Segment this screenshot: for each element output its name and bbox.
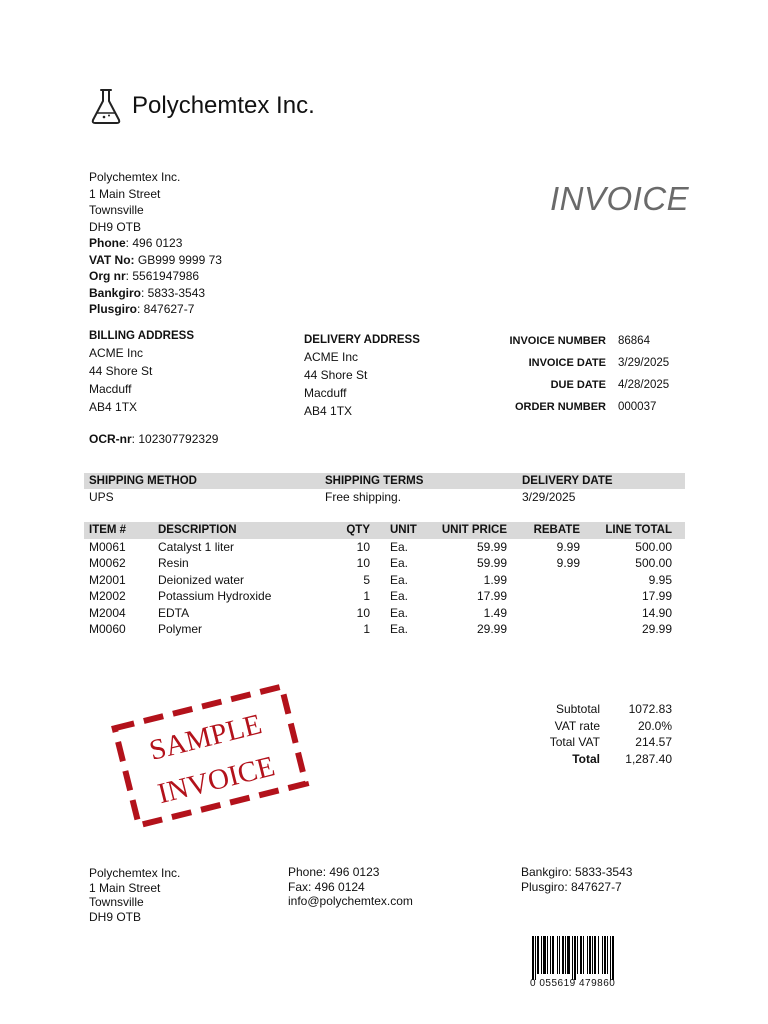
item-unit-price: 1.49 bbox=[483, 605, 507, 620]
shipping-terms-header: SHIPPING TERMS bbox=[325, 475, 424, 487]
barcode-bar bbox=[577, 936, 578, 974]
col-line-total-header: LINE TOTAL bbox=[605, 524, 672, 536]
item-number: M0061 bbox=[89, 539, 126, 554]
delivery-title: DELIVERY ADDRESS bbox=[304, 334, 420, 346]
vat-rate-row bbox=[520, 718, 672, 735]
ocr-value: : 102307792329 bbox=[131, 432, 219, 446]
field-label: Bankgiro bbox=[89, 285, 142, 300]
items-header bbox=[84, 522, 685, 539]
barcode-bar bbox=[583, 936, 584, 974]
footer-line: Polychemtex Inc. bbox=[89, 866, 181, 880]
delivery-line: 44 Shore St bbox=[304, 368, 368, 382]
item-qty: 1 bbox=[363, 589, 370, 603]
billing-line: ACME Inc bbox=[89, 346, 144, 360]
billing-address bbox=[89, 328, 194, 416]
barcode-bar bbox=[535, 936, 536, 980]
field-value: : 5561947986 bbox=[125, 269, 200, 283]
item-number: M2002 bbox=[89, 589, 126, 603]
total-vat-row bbox=[520, 734, 672, 751]
barcode-bar bbox=[598, 936, 599, 974]
item-unit-price: 59.99 bbox=[476, 539, 507, 554]
meta-order-number bbox=[500, 396, 669, 418]
item-rebate: 9.99 bbox=[556, 539, 580, 554]
sender-plusgiro bbox=[89, 301, 222, 318]
item-rebate: 9.99 bbox=[556, 556, 580, 570]
footer-contact bbox=[288, 865, 413, 909]
item-unit-price: 17.99 bbox=[476, 589, 507, 603]
meta-invoice-number bbox=[500, 330, 669, 352]
meta-value: 86864 bbox=[618, 335, 650, 347]
item-qty: 1 bbox=[363, 622, 370, 636]
col-rebate-header: REBATE bbox=[533, 524, 580, 536]
stamp-border bbox=[115, 687, 306, 826]
barcode-bar bbox=[574, 936, 576, 980]
items-body bbox=[84, 539, 685, 638]
meta-label: INVOICE DATE bbox=[528, 357, 606, 369]
total-label: VAT rate bbox=[554, 718, 600, 733]
barcode-bar bbox=[602, 936, 603, 974]
item-qty: 5 bbox=[363, 572, 370, 587]
meta-value: 4/28/2025 bbox=[618, 379, 670, 391]
totals-block bbox=[520, 701, 672, 767]
sender-bankgiro bbox=[89, 285, 222, 302]
delivery-line: AB4 1TX bbox=[304, 404, 353, 418]
sample-invoice-stamp bbox=[110, 670, 310, 840]
col-qty-header: QTY bbox=[346, 524, 370, 536]
meta-invoice-date bbox=[500, 352, 669, 374]
footer-bankgiro: Bankgiro: 5833-3543 bbox=[521, 865, 633, 879]
item-number: M0060 bbox=[89, 622, 126, 636]
field-label: Org nr bbox=[89, 269, 126, 283]
barcode-bar bbox=[557, 936, 558, 974]
barcode-bar bbox=[592, 936, 593, 974]
table-row bbox=[84, 539, 685, 556]
item-qty: 10 bbox=[356, 556, 370, 570]
item-number: M0062 bbox=[89, 556, 126, 570]
barcode-bar bbox=[589, 936, 591, 974]
total-value: 214.57 bbox=[635, 735, 672, 749]
delivery-date: 3/29/2025 bbox=[522, 490, 576, 504]
sender-phone bbox=[89, 235, 222, 252]
barcode-bar bbox=[543, 936, 546, 974]
total-value: 1,287.40 bbox=[625, 751, 672, 766]
field-value: : 847627-7 bbox=[137, 302, 195, 316]
item-unit: Ea. bbox=[390, 622, 409, 636]
stamp-graphic bbox=[110, 670, 310, 840]
item-description: Catalyst 1 liter bbox=[158, 539, 235, 554]
meta-label: DUE DATE bbox=[550, 379, 606, 391]
col-unit-header: UNIT bbox=[390, 524, 417, 536]
barcode-bar bbox=[572, 936, 573, 980]
item-qty: 10 bbox=[356, 539, 370, 554]
subtotal-row bbox=[520, 701, 672, 718]
barcode-bar bbox=[612, 936, 614, 980]
ocr-label: OCR-nr bbox=[89, 432, 132, 446]
item-unit-price: 1.99 bbox=[483, 572, 507, 587]
billing-line: 44 Shore St bbox=[89, 364, 153, 378]
footer-line: Townsville bbox=[89, 895, 144, 909]
item-description: Resin bbox=[158, 556, 189, 570]
barcode-bar bbox=[587, 936, 588, 974]
company-logo bbox=[90, 86, 315, 126]
item-description: Potassium Hydroxide bbox=[158, 589, 272, 603]
total-label: Subtotal bbox=[555, 702, 600, 716]
barcode-bar bbox=[580, 936, 582, 974]
billing-line: Macduff bbox=[89, 382, 132, 396]
field-label: Phone bbox=[89, 236, 126, 250]
table-row bbox=[84, 555, 685, 572]
barcode-bar bbox=[550, 936, 551, 974]
footer-email: info@polychemtex.com bbox=[288, 894, 413, 908]
field-label: Plusgiro bbox=[89, 302, 138, 316]
field-value: : 5833-3543 bbox=[141, 285, 206, 300]
barcode-bar bbox=[607, 936, 608, 974]
sender-vat bbox=[89, 252, 222, 269]
stamp-line-1: SAMPLE bbox=[146, 708, 266, 767]
total-value: 20.0% bbox=[637, 718, 672, 733]
meta-label: ORDER NUMBER bbox=[514, 401, 606, 413]
total-value: 1072.83 bbox=[628, 702, 672, 716]
barcode-bar bbox=[604, 936, 606, 974]
shipping-terms: Free shipping. bbox=[325, 490, 402, 504]
footer-phone: Phone: 496 0123 bbox=[288, 865, 380, 879]
field-value: : 496 0123 bbox=[125, 236, 183, 250]
item-number: M2001 bbox=[89, 572, 126, 587]
meta-due-date bbox=[500, 374, 669, 396]
document-title: INVOICE bbox=[550, 180, 690, 217]
item-line-total: 500.00 bbox=[635, 556, 672, 570]
item-unit: Ea. bbox=[390, 605, 409, 620]
barcode-bar bbox=[532, 936, 534, 980]
barcode-bar bbox=[537, 936, 539, 974]
shipping-method-header: SHIPPING METHOD bbox=[89, 475, 197, 487]
delivery-address bbox=[304, 332, 420, 420]
meta-value: 3/29/2025 bbox=[618, 357, 670, 369]
item-line-total: 500.00 bbox=[635, 539, 672, 554]
footer-fax: Fax: 496 0124 bbox=[288, 879, 365, 894]
footer-line: 1 Main Street bbox=[89, 880, 161, 895]
field-label: VAT No: bbox=[89, 252, 135, 267]
item-line-total: 17.99 bbox=[641, 589, 672, 603]
table-row bbox=[84, 572, 685, 589]
company-name: Polychemtex Inc. bbox=[132, 92, 315, 119]
barcode-bar bbox=[541, 936, 542, 974]
sender-line: DH9 OTB bbox=[89, 219, 142, 234]
meta-label: INVOICE NUMBER bbox=[509, 335, 606, 347]
barcode-bar bbox=[567, 936, 570, 974]
sender-org-nr bbox=[89, 268, 222, 285]
table-row bbox=[84, 588, 685, 605]
barcode-bar bbox=[610, 936, 611, 980]
footer-address bbox=[89, 866, 180, 924]
barcode-digits: 0 055619 479860 bbox=[530, 978, 616, 989]
delivery-line: Macduff bbox=[304, 386, 347, 400]
footer-line: DH9 OTB bbox=[89, 909, 142, 924]
barcode-bar bbox=[565, 936, 566, 974]
meta-value: 000037 bbox=[618, 401, 657, 413]
barcode-bar bbox=[594, 936, 596, 974]
grand-total-row bbox=[520, 751, 672, 768]
total-label: Total bbox=[572, 751, 600, 766]
item-description: Polymer bbox=[158, 622, 203, 636]
item-unit-price: 29.99 bbox=[476, 622, 507, 636]
item-unit-price: 59.99 bbox=[476, 556, 507, 570]
table-row bbox=[84, 605, 685, 622]
barcode-bar bbox=[562, 936, 564, 974]
shipping-row bbox=[84, 489, 685, 507]
footer-plusgiro: Plusgiro: 847627-7 bbox=[521, 879, 622, 894]
shipping-method: UPS bbox=[89, 490, 114, 504]
item-line-total: 9.95 bbox=[648, 572, 672, 587]
item-unit: Ea. bbox=[390, 539, 409, 554]
field-value: GB999 9999 73 bbox=[134, 252, 222, 267]
item-qty: 10 bbox=[356, 605, 370, 620]
item-line-total: 14.90 bbox=[641, 605, 672, 620]
item-unit: Ea. bbox=[390, 572, 409, 587]
delivery-line: ACME Inc bbox=[304, 350, 359, 364]
total-label: Total VAT bbox=[549, 735, 600, 749]
stamp-line-2: INVOICE bbox=[154, 750, 278, 811]
shipping-table bbox=[84, 473, 685, 507]
item-number: M2004 bbox=[89, 605, 126, 620]
item-unit: Ea. bbox=[390, 556, 409, 570]
item-description: Deionized water bbox=[158, 572, 245, 587]
sender-line: Polychemtex Inc. bbox=[89, 170, 181, 184]
table-row bbox=[84, 621, 685, 638]
sender-line: Townsville bbox=[89, 203, 144, 217]
ocr-number bbox=[89, 431, 218, 447]
col-description-header: DESCRIPTION bbox=[158, 524, 237, 536]
shipping-header bbox=[84, 473, 685, 489]
item-unit: Ea. bbox=[390, 589, 409, 603]
barcode-bar bbox=[559, 936, 560, 974]
invoice-meta bbox=[500, 330, 669, 418]
item-line-total: 29.99 bbox=[641, 622, 672, 636]
sender-line: 1 Main Street bbox=[89, 186, 161, 201]
delivery-date-header: DELIVERY DATE bbox=[522, 475, 613, 487]
item-description: EDTA bbox=[158, 605, 190, 620]
items-table bbox=[84, 522, 685, 638]
barcode-bar bbox=[552, 936, 554, 974]
sender-address bbox=[89, 169, 222, 318]
col-item-header: ITEM # bbox=[89, 524, 127, 536]
flask-icon bbox=[90, 87, 122, 125]
footer-bank bbox=[521, 865, 632, 894]
col-unit-price-header: UNIT PRICE bbox=[441, 524, 507, 536]
barcode-bars bbox=[532, 936, 638, 980]
billing-line: AB4 1TX bbox=[89, 400, 138, 414]
barcode-bar bbox=[547, 936, 548, 974]
billing-title: BILLING ADDRESS bbox=[89, 330, 194, 342]
